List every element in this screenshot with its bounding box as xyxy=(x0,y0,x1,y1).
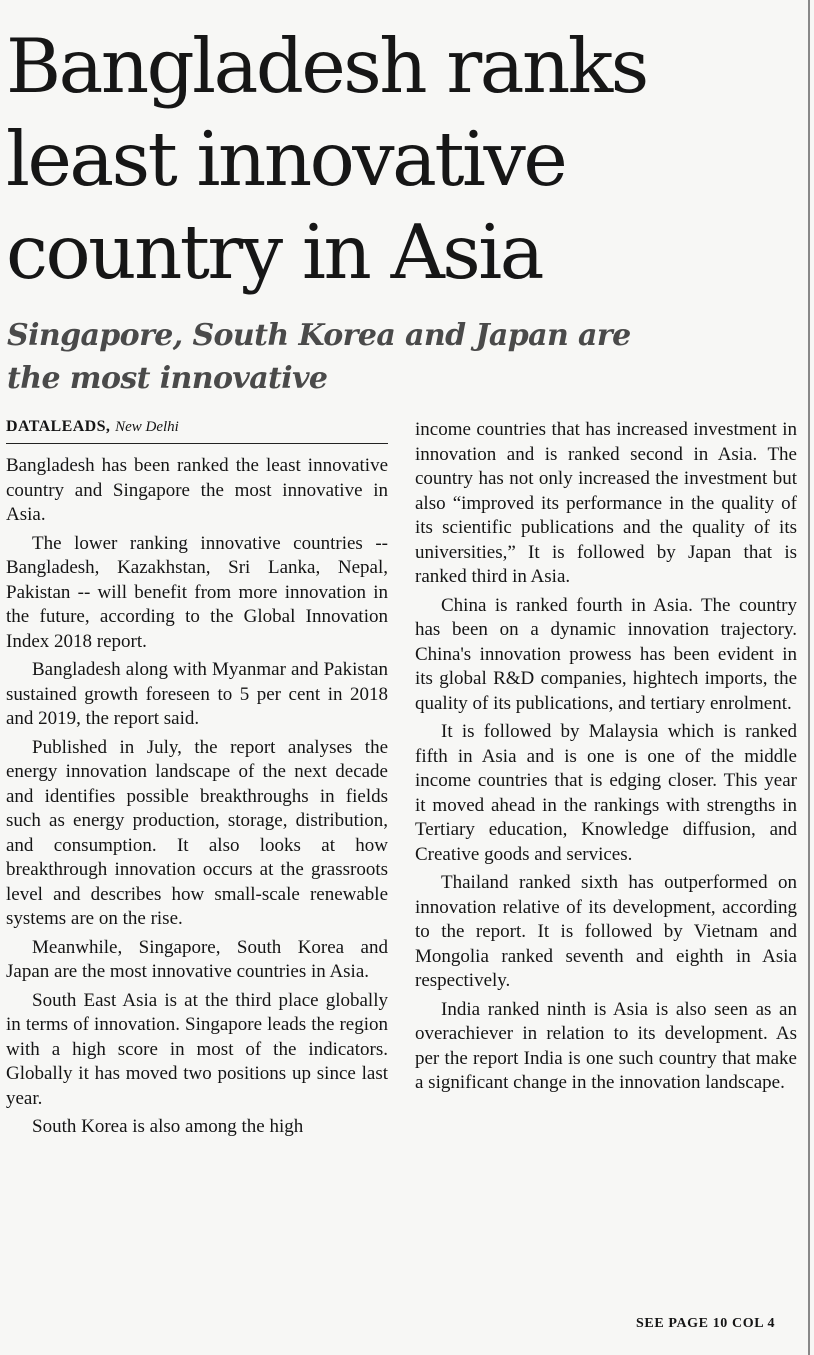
headline xyxy=(6,20,796,299)
paragraph: The lower ranking innovative countries -- Bangladesh, Kazakhstan, Sri Lanka, Nepal, Pakistan -- will benefit from more innovation in the future, according to the Global Innovation Index 2018 report. xyxy=(6,532,388,652)
headline-line-2: least innovative xyxy=(6,115,566,203)
subheadline-line-1: Singapore, South Korea and Japan are xyxy=(7,318,631,353)
paragraph: India ranked ninth is Asia is also seen as an overachiever in relation to its development. As per the report India is one such country that make a significant change in the innovation landscape. xyxy=(415,998,797,1093)
paragraph: China is ranked fourth in Asia. The country has been on a dynamic innovation trajectory. China's innovation prowess has been evident in its global R&D companies, hightech imports, the quality of its publications, and tertiary enrolment. xyxy=(415,594,797,714)
paragraph: Meanwhile, Singapore, South Korea and Japan are the most innovative countries in Asia. xyxy=(6,936,388,982)
headline-line-1: Bangladesh ranks xyxy=(6,22,647,110)
continued-on-page-notice: SEE PAGE 10 COL 4 xyxy=(636,1316,776,1331)
paragraph: Published in July, the report analyses the energy innovation landscape of the next decade and identifies possible breakthroughs in fields such as energy production, storage, distribution, and consumption. It also looks at how breakthrough innovation occurs at the grassroots level and describes how small-scale renewable systems are on the rise. xyxy=(6,736,388,929)
paragraph: South Korea is also among the high xyxy=(32,1116,304,1137)
paragraph: Thailand ranked sixth has outperformed on innovation relative of its development, according to the report. It is followed by Vietnam and Mongolia ranked seventh and eighth in Asia respectively. xyxy=(415,872,797,991)
headline-line-3: country in Asia xyxy=(6,208,542,296)
subheadline-line-2: the most innovative xyxy=(7,361,328,396)
article-column-left xyxy=(6,414,388,1140)
paragraph: It is followed by Malaysia which is ranked fifth in Asia and is one is one of the middle income countries that is edging closer. This year it moved ahead in the rankings with strengths in Tertiary education, Knowledge diffusion, and Creative goods and services. xyxy=(415,721,797,865)
article-column-right xyxy=(415,418,797,1336)
paragraph: income countries that has increased investment in innovation and is ranked second in Asia. The country has not only increased the investment but also “improved its performance in the quality of its scientific publications and the quality of its universities,” It is followed by Japan that is ranked third in Asia. xyxy=(415,419,797,587)
paragraph: Bangladesh has been ranked the least innovative country and Singapore the most innovative in Asia. xyxy=(6,455,388,525)
byline-source: DATALEADS, xyxy=(6,418,111,435)
byline xyxy=(6,414,388,444)
paragraph: Bangladesh along with Myanmar and Pakistan sustained growth foreseen to 5 per cent in 2018 and 2019, the report said. xyxy=(6,659,388,729)
paragraph: South East Asia is at the third place globally in terms of innovation. Singapore leads the region with a high score in most of the indicators. Globally it has moved two positions up since last year. xyxy=(6,989,388,1109)
column-rule xyxy=(808,0,810,1355)
subheadline xyxy=(7,314,797,400)
byline-place: New Delhi xyxy=(115,419,179,435)
